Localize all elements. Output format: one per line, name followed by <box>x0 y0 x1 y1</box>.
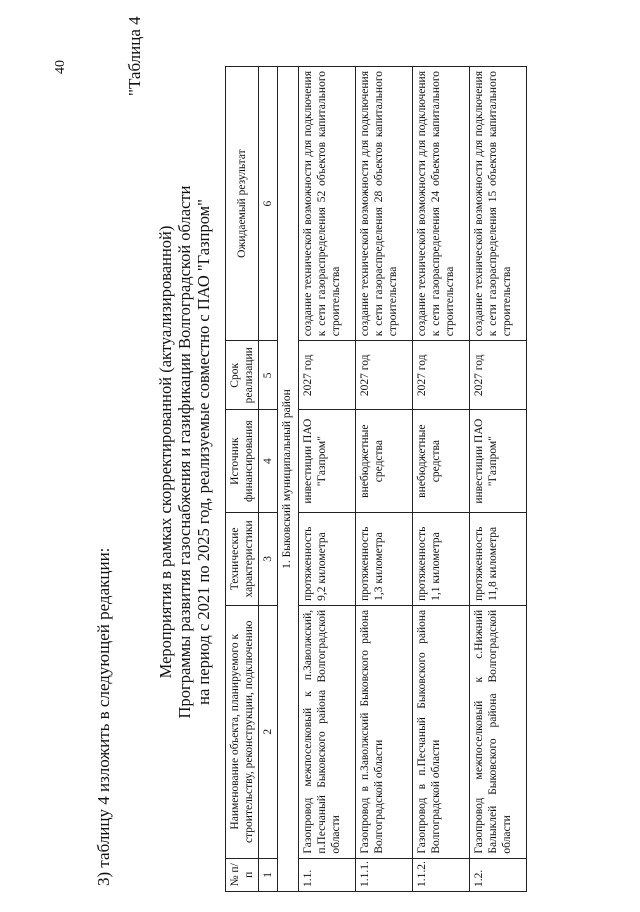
column-number-row <box>259 67 278 892</box>
row-funding-source: инвестиции ПАО "Газпром" <box>470 410 527 513</box>
header-expected-result: Ожидаемый результат <box>226 67 259 341</box>
column-number: 1 <box>259 858 278 891</box>
column-number: 4 <box>259 410 278 513</box>
header-term: Срок реализации <box>226 341 259 410</box>
row-expected-result: создание технической возможности для подключения к сети газораспределения 52 объектов капитального строительства <box>299 67 356 341</box>
row-term: 2027 год <box>413 341 470 410</box>
row-object-name: Газопровод межпоселковый к п.Заволжский, п.Песчаный Быковского района Волгоградской области <box>299 605 356 858</box>
row-expected-result: создание технической возможности для подключения к сети газораспределения 24 объектов капитального строительства <box>413 67 470 341</box>
row-object-name: Газопровод межпоселковый к с.Нижний Балыклей Быковского района Волгоградской области <box>470 605 527 858</box>
row-term: 2027 год <box>299 341 356 410</box>
title-line: Мероприятия в рамках скорректированной (актуализированной) <box>156 225 175 679</box>
row-object-name: Газопровод в п.Песчаный Быковского района Волгоградской области <box>413 605 470 858</box>
row-tech-specs: протяженность 11,8 километра <box>470 512 527 605</box>
header-funding-source: Источник финансирования <box>226 410 259 513</box>
title-line: Программы развития газоснабжения и газификации Волгоградской области <box>175 185 194 719</box>
column-number: 6 <box>259 67 278 341</box>
row-object-name: Газопровод в п.Заволжский Быковского района Волгоградской области <box>356 605 413 858</box>
header-row <box>226 67 259 892</box>
row-number: 1.1.1. <box>356 858 413 891</box>
row-number: 1.2. <box>470 858 527 891</box>
section-row <box>278 67 299 892</box>
section-title: 1. Быковский муниципальный район <box>278 67 299 892</box>
row-funding-source: инвестиции ПАО "Газпром" <box>299 410 356 513</box>
table-row <box>470 67 527 892</box>
table-row <box>413 67 470 892</box>
row-expected-result: создание технической возможности для подключения к сети газораспределения 15 объектов капитального строительства <box>470 67 527 341</box>
header-object-name: Наименование объекта, планируемого к строительству, реконструкции, подключению <box>226 605 259 858</box>
table-label: "Таблица 4 <box>125 16 144 96</box>
header-tech-specs: Технические характеристики <box>226 512 259 605</box>
row-funding-source: внебюджетные средства <box>356 410 413 513</box>
amendment-intro: 3) таблицу 4 изложить в следующей редакции: <box>94 547 113 886</box>
row-term: 2027 год <box>470 341 527 410</box>
row-tech-specs: протяженность 1,3 километра <box>356 512 413 605</box>
row-number: 1.1. <box>299 858 356 891</box>
column-number: 5 <box>259 341 278 410</box>
page-number: 40 <box>53 60 68 74</box>
document-title <box>156 142 213 762</box>
table-row <box>299 67 356 892</box>
header-number: № п/п <box>226 858 259 891</box>
column-number: 3 <box>259 512 278 605</box>
row-number: 1.1.2. <box>413 858 470 891</box>
column-number: 2 <box>259 605 278 858</box>
title-line: на период с 2021 по 2025 год, реализуемые совместно с ПАО "Газпром" <box>194 199 213 705</box>
row-tech-specs: протяженность 1,1 километра <box>413 512 470 605</box>
row-funding-source: внебюджетные средства <box>413 410 470 513</box>
row-tech-specs: протяженность 9,2 километра <box>299 512 356 605</box>
row-expected-result: создание технической возможности для подключения к сети газораспределения 28 объектов капитального строительства <box>356 67 413 341</box>
table-row <box>356 67 413 892</box>
measures-table <box>225 66 527 892</box>
row-term: 2027 год <box>356 341 413 410</box>
